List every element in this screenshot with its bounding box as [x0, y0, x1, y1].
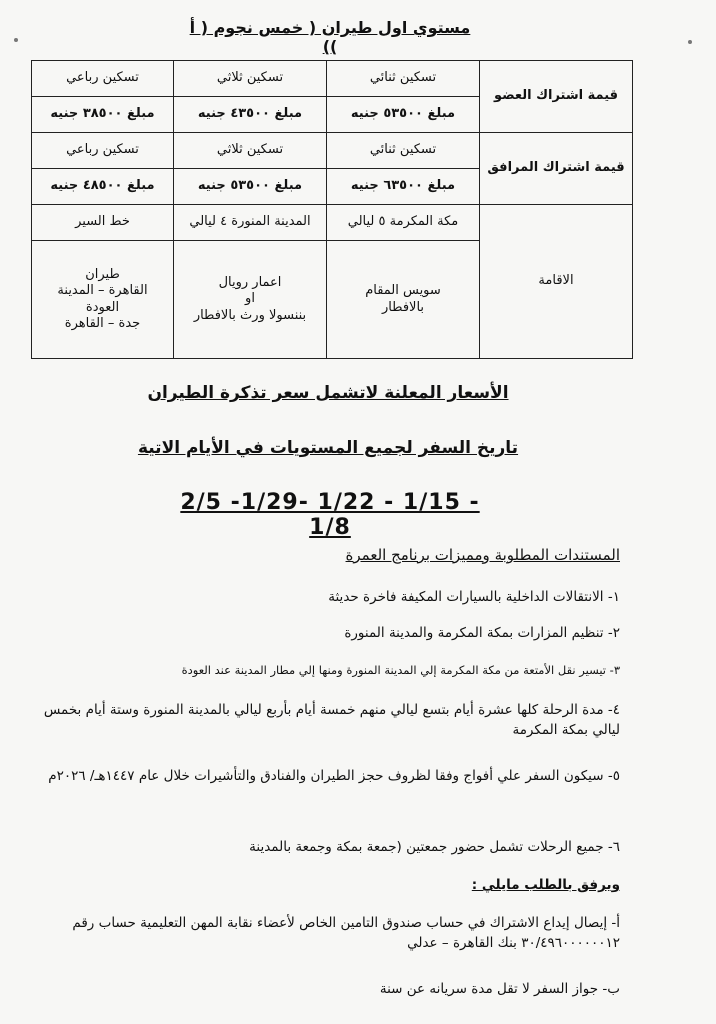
makkah-nights: مكة المكرمة ٥ ليالي [327, 205, 480, 241]
attachment-item: ب- جواز السفر لا تقل مدة سريانه عن سنة [379, 981, 620, 997]
member-room-double: تسكين ثنائي [327, 61, 480, 97]
feature-item: ٤- مدة الرحلة كلها عشرة أيام بتسع ليالي منهم خمسة أيام بأربع ليالي بالمدينة المنورة وستة أيام بخمس ليالي بمكة المكرمة [43, 702, 620, 738]
travel-dates: 2/5 -1/29- 1/22 - 1/15 - 1/8 [180, 490, 480, 540]
makkah-hotel [327, 241, 480, 359]
route-details [32, 241, 174, 359]
member-price-triple: مبلغ ٤٣٥٠٠ جنيه [174, 97, 327, 133]
features-heading: المستندات المطلوبة ومميزات برنامج العمرة [345, 546, 620, 564]
companion-room-double: تسكين ثنائي [327, 133, 480, 169]
madinah-hotel-option2: بننسولا ورث بالافطار [193, 307, 307, 323]
route-return: جدة – القاهرة [64, 315, 141, 331]
accommodation-label: الاقامة [480, 205, 633, 359]
feature-item: ٣- تيسير نقل الأمتعة من مكة المكرمة إلي المدينة المنورة ومنها إلي مطار المدينة عند العودة [181, 663, 620, 677]
companion-room-triple: تسكين ثلاثي [174, 133, 327, 169]
member-room-quad: تسكين رباعي [32, 61, 174, 97]
companion-price-triple: مبلغ ٥٣٥٠٠ جنيه [174, 169, 327, 205]
madinah-hotel [174, 241, 327, 359]
attachments-heading: ويرفق بالطلب مايلي : [471, 877, 620, 893]
route-flight: طيران [85, 267, 120, 282]
route-header: خط السير [32, 205, 174, 241]
companion-price-double: مبلغ ٦٣٥٠٠ جنيه [327, 169, 480, 205]
member-label: قيمة اشتراك العضو [480, 61, 633, 133]
feature-item: ١- الانتقالات الداخلية بالسيارات المكيفة فاخرة حديثة [328, 589, 620, 605]
feature-item: ٢- تنظيم المزارات بمكة المكرمة والمدينة المنورة [344, 625, 620, 641]
prices-note-heading: الأسعار المعلنة لاتشمل سعر تذكرة الطيران [147, 383, 509, 403]
attachment-item: أ- إيصال إيداع الاشتراك في حساب صندوق التامين الخاص لأعضاء نقابة المهن التعليمية حساب رقم ٣٠/٤٩٦٠٠٠٠٠٠١٢ بنك القاهرة – عدلي [72, 915, 620, 951]
route-return-label: العودة [85, 299, 120, 315]
feature-item: ٥- سيكون السفر علي أفواج وفقا لظروف حجز الطيران والفنادق والتأشيرات خلال عام ١٤٤٧هـ/ ٢٠٢٦م [48, 768, 620, 784]
travel-date-heading: تاريخ السفر لجميع المستويات في الأيام الاتية [137, 438, 519, 458]
madinah-hotel-or: او [245, 291, 255, 307]
companion-room-quad: تسكين رباعي [32, 133, 174, 169]
companion-label: قيمة اشتراك المرافق [480, 133, 633, 205]
makkah-hotel-board: بالافطار [381, 299, 425, 315]
pricing-table [31, 60, 633, 359]
companion-price-quad: مبلغ ٤٨٥٠٠ جنيه [32, 169, 174, 205]
document-title: مستوي اول طيران ( خمس نجوم ( أ )) [189, 18, 471, 56]
scan-speck [14, 38, 18, 42]
makkah-hotel-name: سويس المقام [365, 283, 441, 299]
madinah-hotel-option1: اعمار رويال [218, 275, 282, 291]
scan-speck [688, 40, 692, 44]
route-outbound: القاهرة – المدينة [57, 283, 148, 299]
member-price-double: مبلغ ٥٣٥٠٠ جنيه [327, 97, 480, 133]
madinah-nights: المدينة المنورة ٤ ليالي [174, 205, 327, 241]
member-room-triple: تسكين ثلاثي [174, 61, 327, 97]
feature-item: ٦- جميع الرحلات تشمل حضور جمعتين (جمعة بمكة وجمعة بالمدينة [249, 839, 620, 855]
member-price-quad: مبلغ ٣٨٥٠٠ جنيه [32, 97, 174, 133]
